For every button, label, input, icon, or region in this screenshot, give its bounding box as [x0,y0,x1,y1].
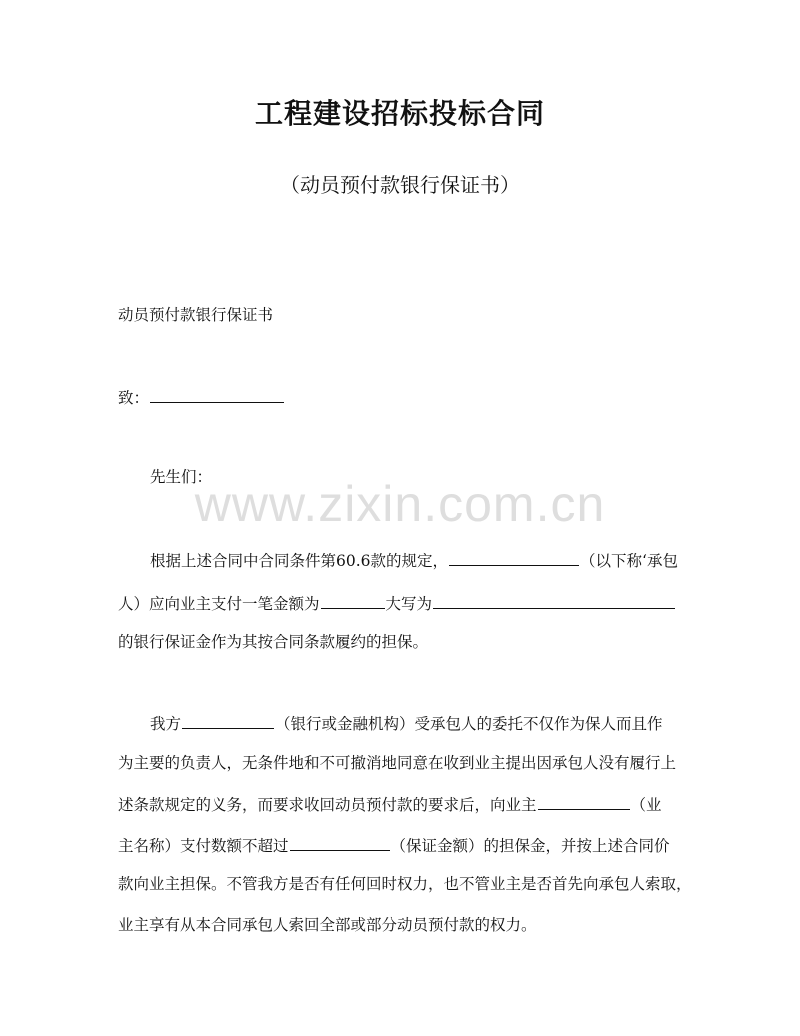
section-heading: 动员预付款银行保证书 [118,306,274,324]
amount-words-blank [433,590,675,609]
guarantee-amount-blank [290,832,390,851]
para2-text-3b: （业 [630,796,662,814]
para1-line1 [150,547,678,573]
para2-text-1a: 我方 [150,715,182,733]
para2-line2: 为主要的负责人，无条件地和不可撤消地同意在收到业主提出因承包人没有履行上 [118,754,677,772]
para1-text-2b: 大写为 [385,595,433,613]
para2-line6: 业主享有从本合同承包人索回全部或部分动员预付款的权力。 [118,916,537,934]
para1-line2 [118,590,676,616]
para1-line3: 的银行保证金作为其按合同条款履约的担保。 [118,633,429,651]
para2-line5: 款向业主担保。不管我方是否有任何回时权力，也不管业主是否首先向承包人索取， [118,875,692,893]
para2-text-4a: 主名称）支付数额不超过 [118,837,289,855]
addressee-line [118,384,285,410]
para1-text-1a: 根据上述合同中合同条件第60.6款的规定， [150,552,449,570]
para2-line3 [118,791,662,817]
watermark: www.zixin.com.cn [194,476,606,532]
contractor-name-blank [449,547,579,566]
para2-line4 [118,832,670,858]
employer-name-blank [538,791,630,810]
addressee-label: 致： [118,389,150,407]
para2-text-3a: 述条款规定的义务，而要求收回动员预付款的要求后，向业主 [118,796,537,814]
addressee-blank [150,384,284,403]
para2-text-4b: （保证金额）的担保金，并按上述合同价 [390,837,670,855]
bank-name-blank [182,710,274,729]
amount-blank [321,590,385,609]
document-subtitle: （动员预付款银行保证书） [280,173,520,197]
para1-text-1b: （以下称‘承包 [580,552,678,570]
salutation: 先生们： [150,468,213,486]
para2-line1 [150,710,663,736]
para1-text-2a: 人）应向业主支付一笔金额为 [118,595,320,613]
para2-text-1b: （银行或金融机构）受承包人的委托不仅作为保人而且作 [275,715,663,733]
document-title: 工程建设招标投标合同 [254,97,545,130]
